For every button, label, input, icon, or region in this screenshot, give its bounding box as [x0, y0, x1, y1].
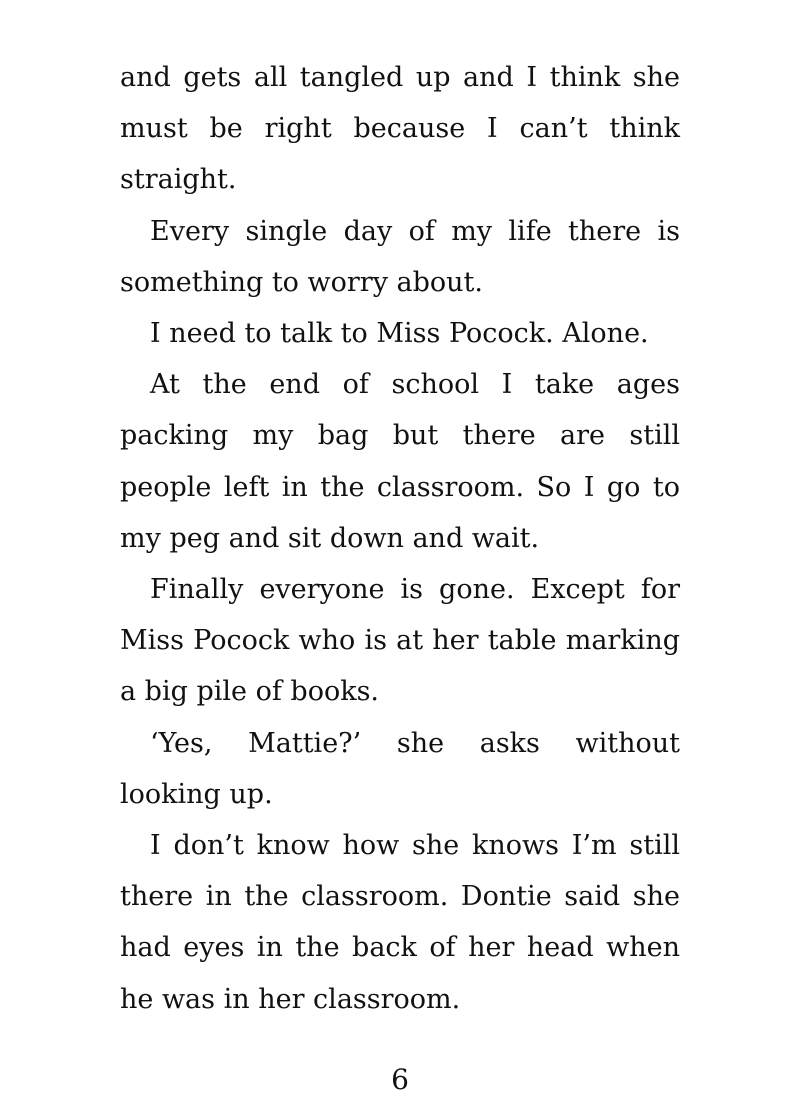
paragraph-7: I don’t know how she knows I’m still there in the classroom. Dontie said she had eyes in the back of her head when he was in her classroom.	[120, 830, 680, 1015]
body-text	[120, 52, 680, 1025]
paragraph-4: At the end of school I take ages packing my bag but there are still people left in the classroom. So I go to my peg and sit down and wait.	[120, 369, 680, 554]
page-number: 6	[391, 1063, 409, 1096]
paragraph-2: Every single day of my life there is something to worry about.	[120, 215, 680, 298]
paragraph-1: and gets all tangled up and I think she must be right because I can’t think straight.	[120, 62, 680, 196]
paragraph-3: I need to talk to Miss Pocock. Alone.	[150, 318, 649, 350]
paragraph-5: Finally everyone is gone. Except for Miss Pocock who is at her table marking a big pile of books.	[120, 574, 680, 708]
paragraph-6: ‘Yes, Mattie?’ she asks without looking up.	[120, 727, 680, 810]
